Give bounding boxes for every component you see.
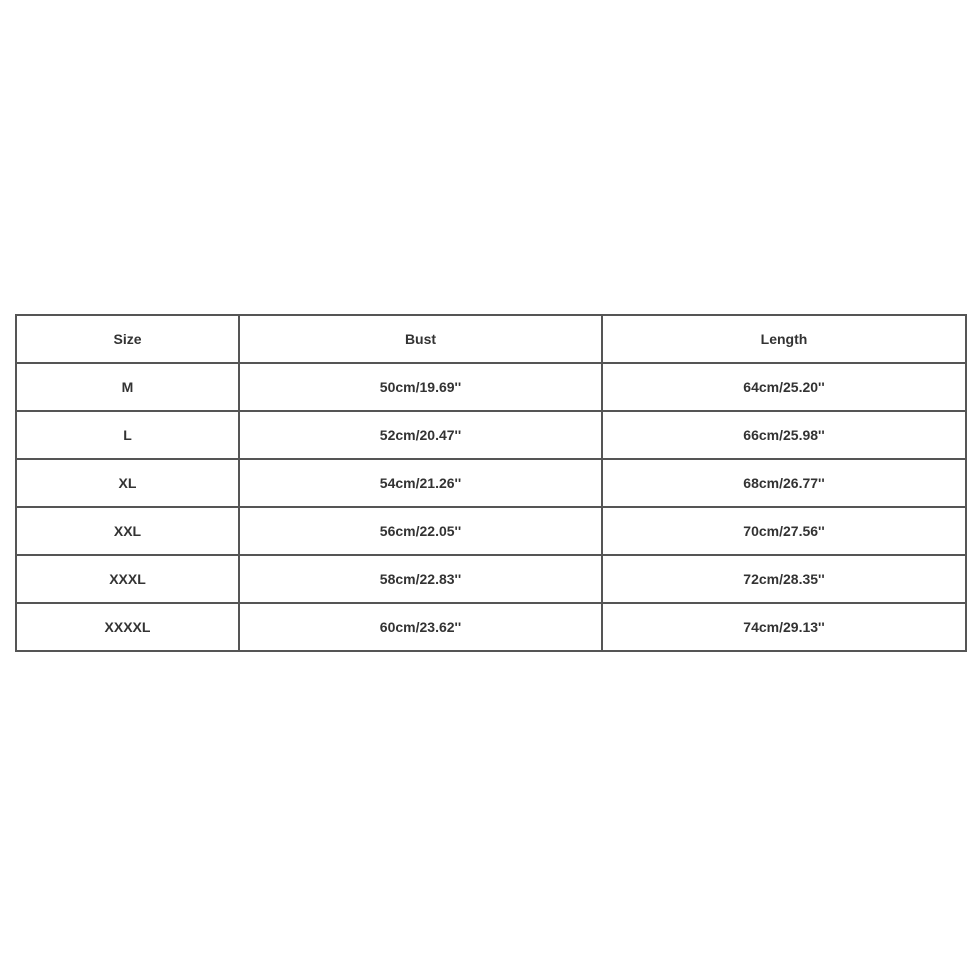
- table-row: [16, 507, 966, 555]
- cell-length: 64cm/25.20'': [602, 363, 966, 411]
- cell-length: 74cm/29.13'': [602, 603, 966, 651]
- table-body: [16, 363, 966, 651]
- cell-bust: 50cm/19.69'': [239, 363, 602, 411]
- cell-size: XXL: [16, 507, 239, 555]
- cell-size: L: [16, 411, 239, 459]
- header-row: [16, 315, 966, 363]
- table-row: [16, 603, 966, 651]
- cell-length: 68cm/26.77'': [602, 459, 966, 507]
- header-length: Length: [602, 315, 966, 363]
- size-chart-table: [15, 314, 967, 652]
- table-row: [16, 555, 966, 603]
- cell-size: XXXXL: [16, 603, 239, 651]
- cell-bust: 54cm/21.26'': [239, 459, 602, 507]
- table-header: [16, 315, 966, 363]
- cell-length: 66cm/25.98'': [602, 411, 966, 459]
- cell-bust: 60cm/23.62'': [239, 603, 602, 651]
- header-size: Size: [16, 315, 239, 363]
- cell-size: XXXL: [16, 555, 239, 603]
- cell-length: 72cm/28.35'': [602, 555, 966, 603]
- cell-bust: 58cm/22.83'': [239, 555, 602, 603]
- cell-size: M: [16, 363, 239, 411]
- table-row: [16, 459, 966, 507]
- cell-bust: 52cm/20.47'': [239, 411, 602, 459]
- cell-bust: 56cm/22.05'': [239, 507, 602, 555]
- cell-length: 70cm/27.56'': [602, 507, 966, 555]
- table-row: [16, 363, 966, 411]
- header-bust: Bust: [239, 315, 602, 363]
- cell-size: XL: [16, 459, 239, 507]
- table-row: [16, 411, 966, 459]
